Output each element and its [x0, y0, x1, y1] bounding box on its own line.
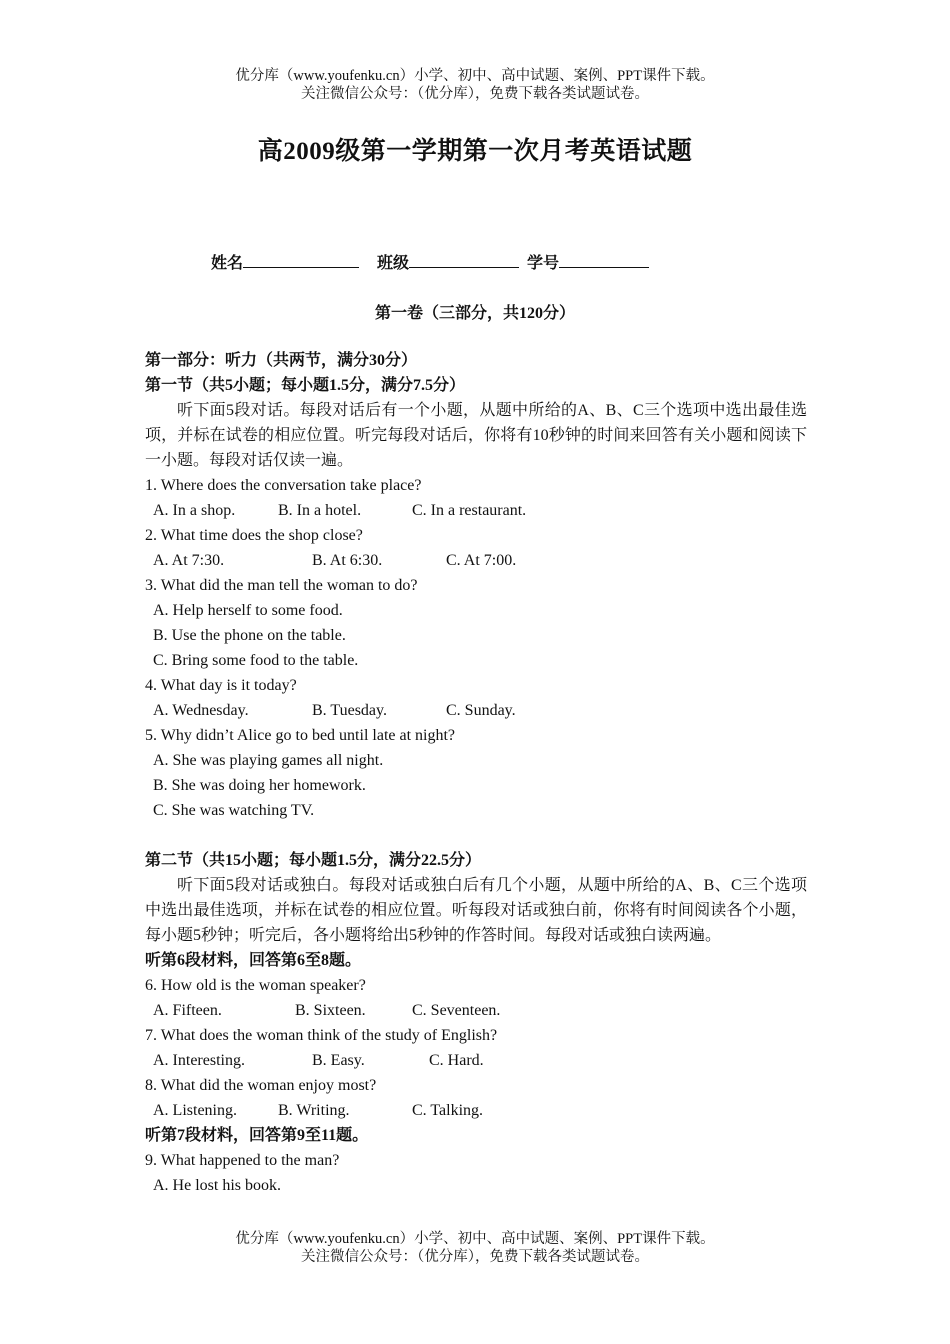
- option: B. Easy.: [312, 1052, 365, 1069]
- question-3: 3. What did the man tell the woman to do?: [145, 577, 418, 594]
- option: A. Help herself to some food.: [153, 602, 343, 619]
- option: B. Sixteen.: [295, 1002, 366, 1019]
- question-1: 1. Where does the conversation take place?: [145, 477, 422, 494]
- options-6: [145, 998, 807, 1023]
- options-4: [145, 698, 807, 723]
- option: B. Use the phone on the table.: [153, 627, 346, 644]
- page-footer: [0, 1230, 950, 1266]
- option: A. Interesting.: [153, 1052, 245, 1069]
- class-label: 班级: [377, 255, 410, 272]
- question-7: 7. What does the woman think of the study of English?: [145, 1027, 498, 1044]
- header-line-1: 优分库（www.youfenku.cn）小学、初中、高中试题、案例、PPT课件下载。: [235, 68, 715, 84]
- footer-line-1: 优分库（www.youfenku.cn）小学、初中、高中试题、案例、PPT课件下载。: [235, 1231, 715, 1247]
- option: B. In a hotel.: [278, 502, 362, 519]
- id-blank: [559, 253, 649, 268]
- option: A. She was playing games all night.: [153, 752, 384, 769]
- option: B. Tuesday.: [312, 702, 387, 719]
- question-8: 8. What did the woman enjoy most?: [145, 1077, 377, 1094]
- option: A. He lost his book.: [153, 1177, 281, 1194]
- option: A. Wednesday.: [153, 702, 249, 719]
- question-5: 5. Why didn’t Alice go to bed until late at night?: [145, 727, 456, 744]
- page-header: [0, 67, 950, 103]
- option: C. Bring some food to the table.: [153, 652, 359, 669]
- option: C. She was watching TV.: [153, 802, 315, 819]
- section1-heading: 第一节（共5小题；每小题1.5分，满分7.5分）: [145, 377, 466, 394]
- option: B. She was doing her homework.: [153, 777, 366, 794]
- part1-heading: 第一部分：听力（共两节，满分30分）: [145, 352, 418, 369]
- option: B. At 6:30.: [312, 552, 383, 569]
- exam-title: 高2009级第一学期第一次月考英语试题: [257, 138, 693, 165]
- class-blank: [409, 253, 519, 268]
- header-line-2: 关注微信公众号：（优分库），免费下载各类试题试卷。: [301, 86, 649, 102]
- option: C. Talking.: [412, 1102, 484, 1119]
- option: A. In a shop.: [153, 502, 236, 519]
- option: C. In a restaurant.: [412, 502, 527, 519]
- section1-instructions: 听下面5段对话。每段对话后有一个小题，从题中所给的A、B、C三个选项中选出最佳选项，并标在试卷的相应位置。听完每段对话后，你将有10秒钟的时间来回答有关小题和阅读下一小题。每段对话仅读一遍。: [145, 402, 807, 469]
- material-6-heading: 听第6段材料，回答第6至8题。: [145, 952, 362, 969]
- option: A. At 7:30.: [153, 552, 225, 569]
- spacer: [145, 823, 807, 848]
- options-2: [145, 548, 807, 573]
- name-blank: [243, 253, 359, 268]
- option: C. Seventeen.: [412, 1002, 501, 1019]
- question-6: 6. How old is the woman speaker?: [145, 977, 366, 994]
- student-info-line: [211, 250, 663, 273]
- id-label: 学号: [527, 255, 560, 272]
- volume-heading: 第一卷（三部分，共120分）: [374, 305, 575, 322]
- options-8: [145, 1098, 807, 1123]
- question-4: 4. What day is it today?: [145, 677, 297, 694]
- option: C. Hard.: [429, 1052, 484, 1069]
- option: C. At 7:00.: [446, 552, 517, 569]
- option: A. Fifteen.: [153, 1002, 222, 1019]
- question-9: 9. What happened to the man?: [145, 1152, 340, 1169]
- option: A. Listening.: [153, 1102, 237, 1119]
- footer-line-2: 关注微信公众号：（优分库），免费下载各类试题试卷。: [301, 1249, 649, 1265]
- option: B. Writing.: [278, 1102, 350, 1119]
- section2-instructions: 听下面5段对话或独白。每段对话或独白后有几个小题，从题中所给的A、B、C三个选项中选出最佳选项，并标在试卷的相应位置。听每段对话或独白前，你将有时间阅读各个小题，每小题5秒钟；听完后，各小题将给出5秒钟的作答时间。每段对话或独白读两遍。: [145, 877, 807, 944]
- section2-heading: 第二节（共15小题；每小题1.5分，满分22.5分）: [145, 852, 482, 869]
- name-label: 姓名: [211, 255, 244, 272]
- option: C. Sunday.: [446, 702, 516, 719]
- question-2: 2. What time does the shop close?: [145, 527, 363, 544]
- exam-content: [145, 348, 807, 1198]
- options-1: [145, 498, 807, 523]
- options-7: [145, 1048, 807, 1073]
- material-7-heading: 听第7段材料，回答第9至11题。: [145, 1127, 369, 1144]
